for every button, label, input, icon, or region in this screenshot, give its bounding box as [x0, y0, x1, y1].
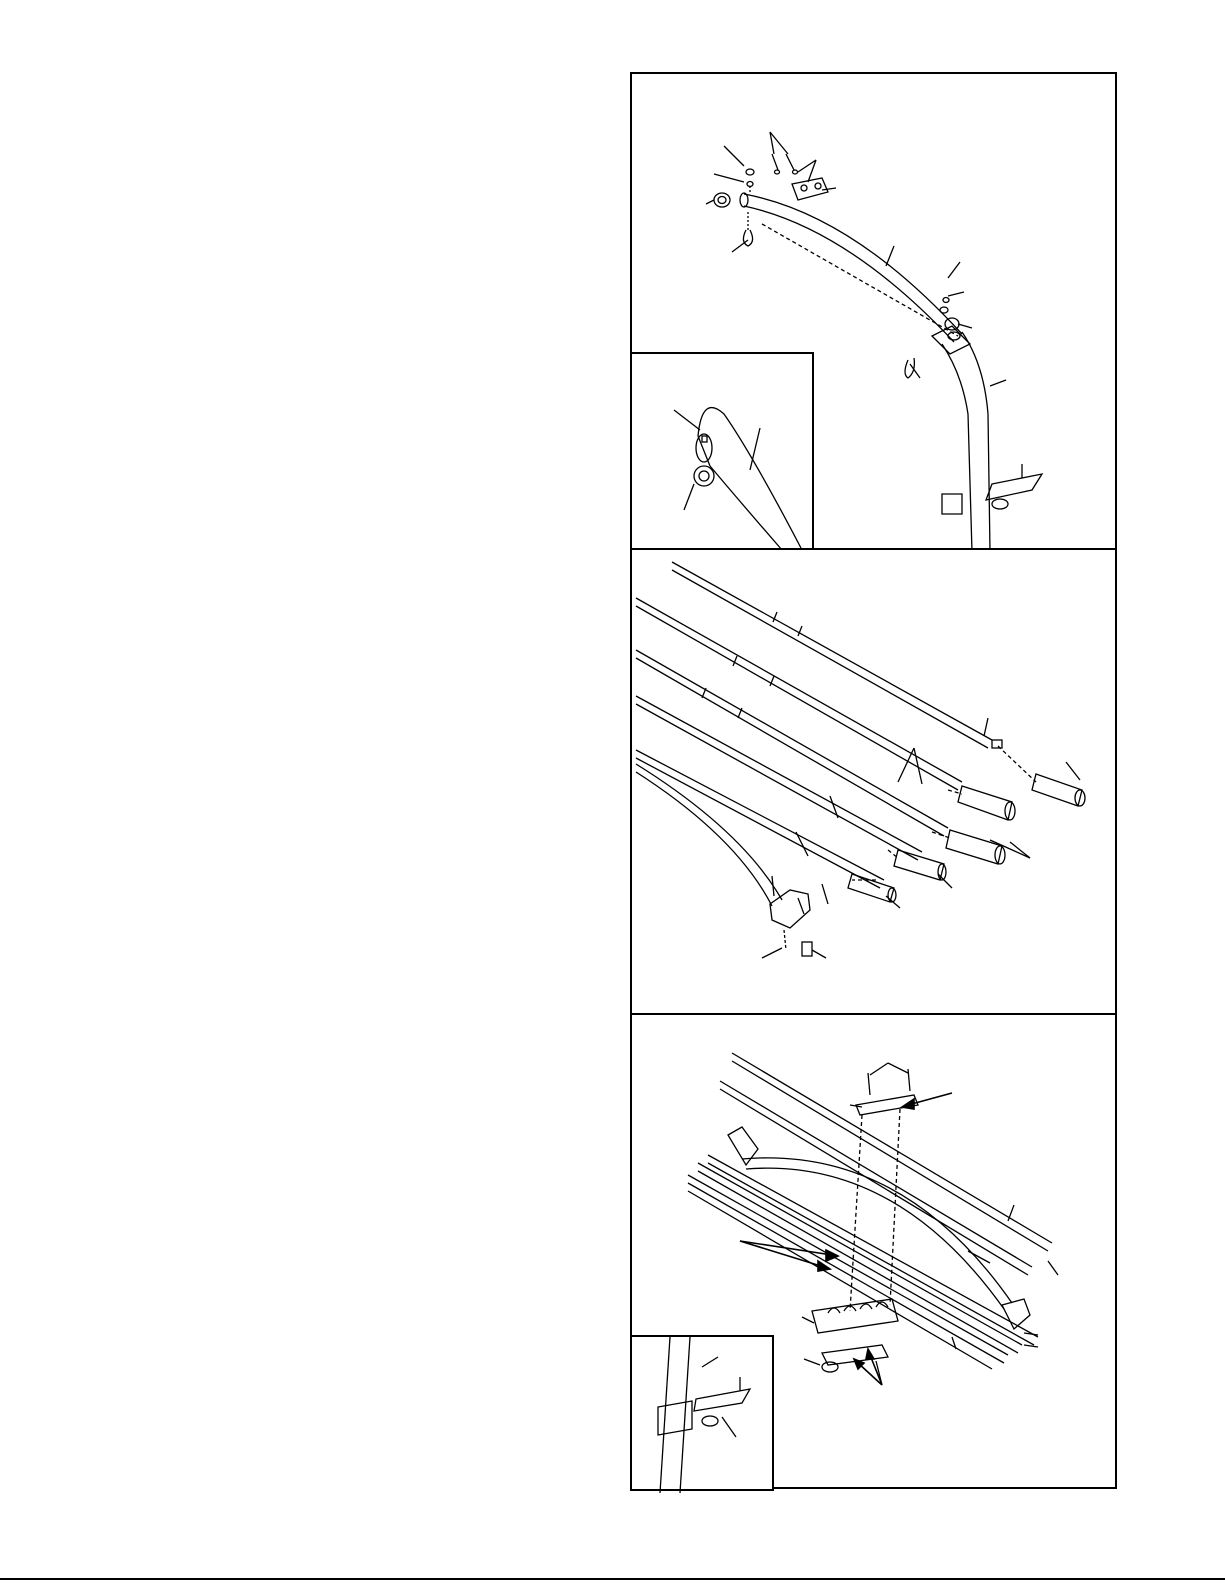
figure-rod-assembly — [630, 548, 1117, 1015]
rod-assembly-drawing — [632, 550, 1119, 1017]
figure-upper-frame — [630, 72, 1117, 550]
footer-rule — [0, 1578, 1225, 1580]
end-cap-detail-inset — [630, 352, 814, 550]
end-cap-detail-drawing — [632, 354, 816, 552]
upright-bracket-detail-inset — [630, 1335, 774, 1491]
upright-bracket-detail-drawing — [632, 1337, 776, 1493]
figure-rod-storage — [630, 1013, 1117, 1489]
